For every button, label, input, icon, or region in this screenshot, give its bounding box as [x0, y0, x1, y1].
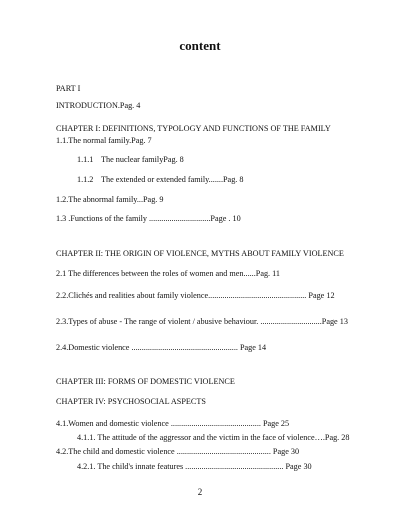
toc-entry: 2.3.Types of abuse - The range of violent / abusive behaviour. ..............................Page 13 — [56, 317, 348, 326]
toc-entry: 1.2.The abnormal family...Pag. 9 — [56, 195, 164, 204]
toc-entry: 2.2.Clichés and realities about family violence................................................ Page 12 — [56, 291, 335, 300]
toc-entry: 4.2.The child and domestic violence .............................................. Page 30 — [56, 447, 300, 456]
page-number: 2 — [197, 487, 203, 497]
toc-chapter-heading: CHAPTER IV: PSYCHOSOCIAL ASPECTS — [56, 397, 206, 406]
toc-entry: 1.1.The normal family.Pag. 7 — [56, 136, 152, 145]
toc-subentry — [77, 155, 184, 165]
toc-chapter-heading: CHAPTER II: THE ORIGIN OF VIOLENCE, MYTHS ABOUT FAMILY VIOLENCE — [56, 249, 344, 258]
toc-entry: 4.1.Women and domestic violence ............................................ Page 25 — [56, 419, 290, 428]
toc-entry: INTRODUCTION.Pag. 4 — [56, 101, 141, 110]
toc-subentry-number: 1.1.1 — [77, 155, 94, 164]
toc-part-heading: PART I — [56, 84, 81, 93]
toc-chapter-heading: CHAPTER I: DEFINITIONS, TYPOLOGY AND FUNCTIONS OF THE FAMILY — [56, 124, 331, 133]
toc-subentry-number: 1.1.2 — [77, 175, 94, 184]
toc-subentry: 4.2.1. The child's innate features ................................................ Page 30 — [77, 462, 312, 471]
toc-subentry — [77, 175, 243, 185]
toc-entry: 2.4.Domestic violence .................................................... Page 14 — [56, 343, 267, 352]
toc-subentry-label: The nuclear familyPag. 8 — [101, 155, 184, 164]
toc-subentry: 4.1.1. The attitude of the aggressor and the victim in the face of violence….Pag. 28 — [77, 433, 350, 442]
page-title: content — [179, 38, 221, 53]
toc-subentry-label: The extended or extended family.......Pag. 8 — [101, 175, 244, 184]
toc-chapter-heading: CHAPTER III: FORMS OF DOMESTIC VIOLENCE — [56, 377, 235, 386]
toc-entry: 1.3 .Functions of the family ..............................Page . 10 — [56, 214, 241, 223]
toc-entry: 2.1 The differences between the roles of women and men......Pag. 11 — [56, 269, 281, 278]
